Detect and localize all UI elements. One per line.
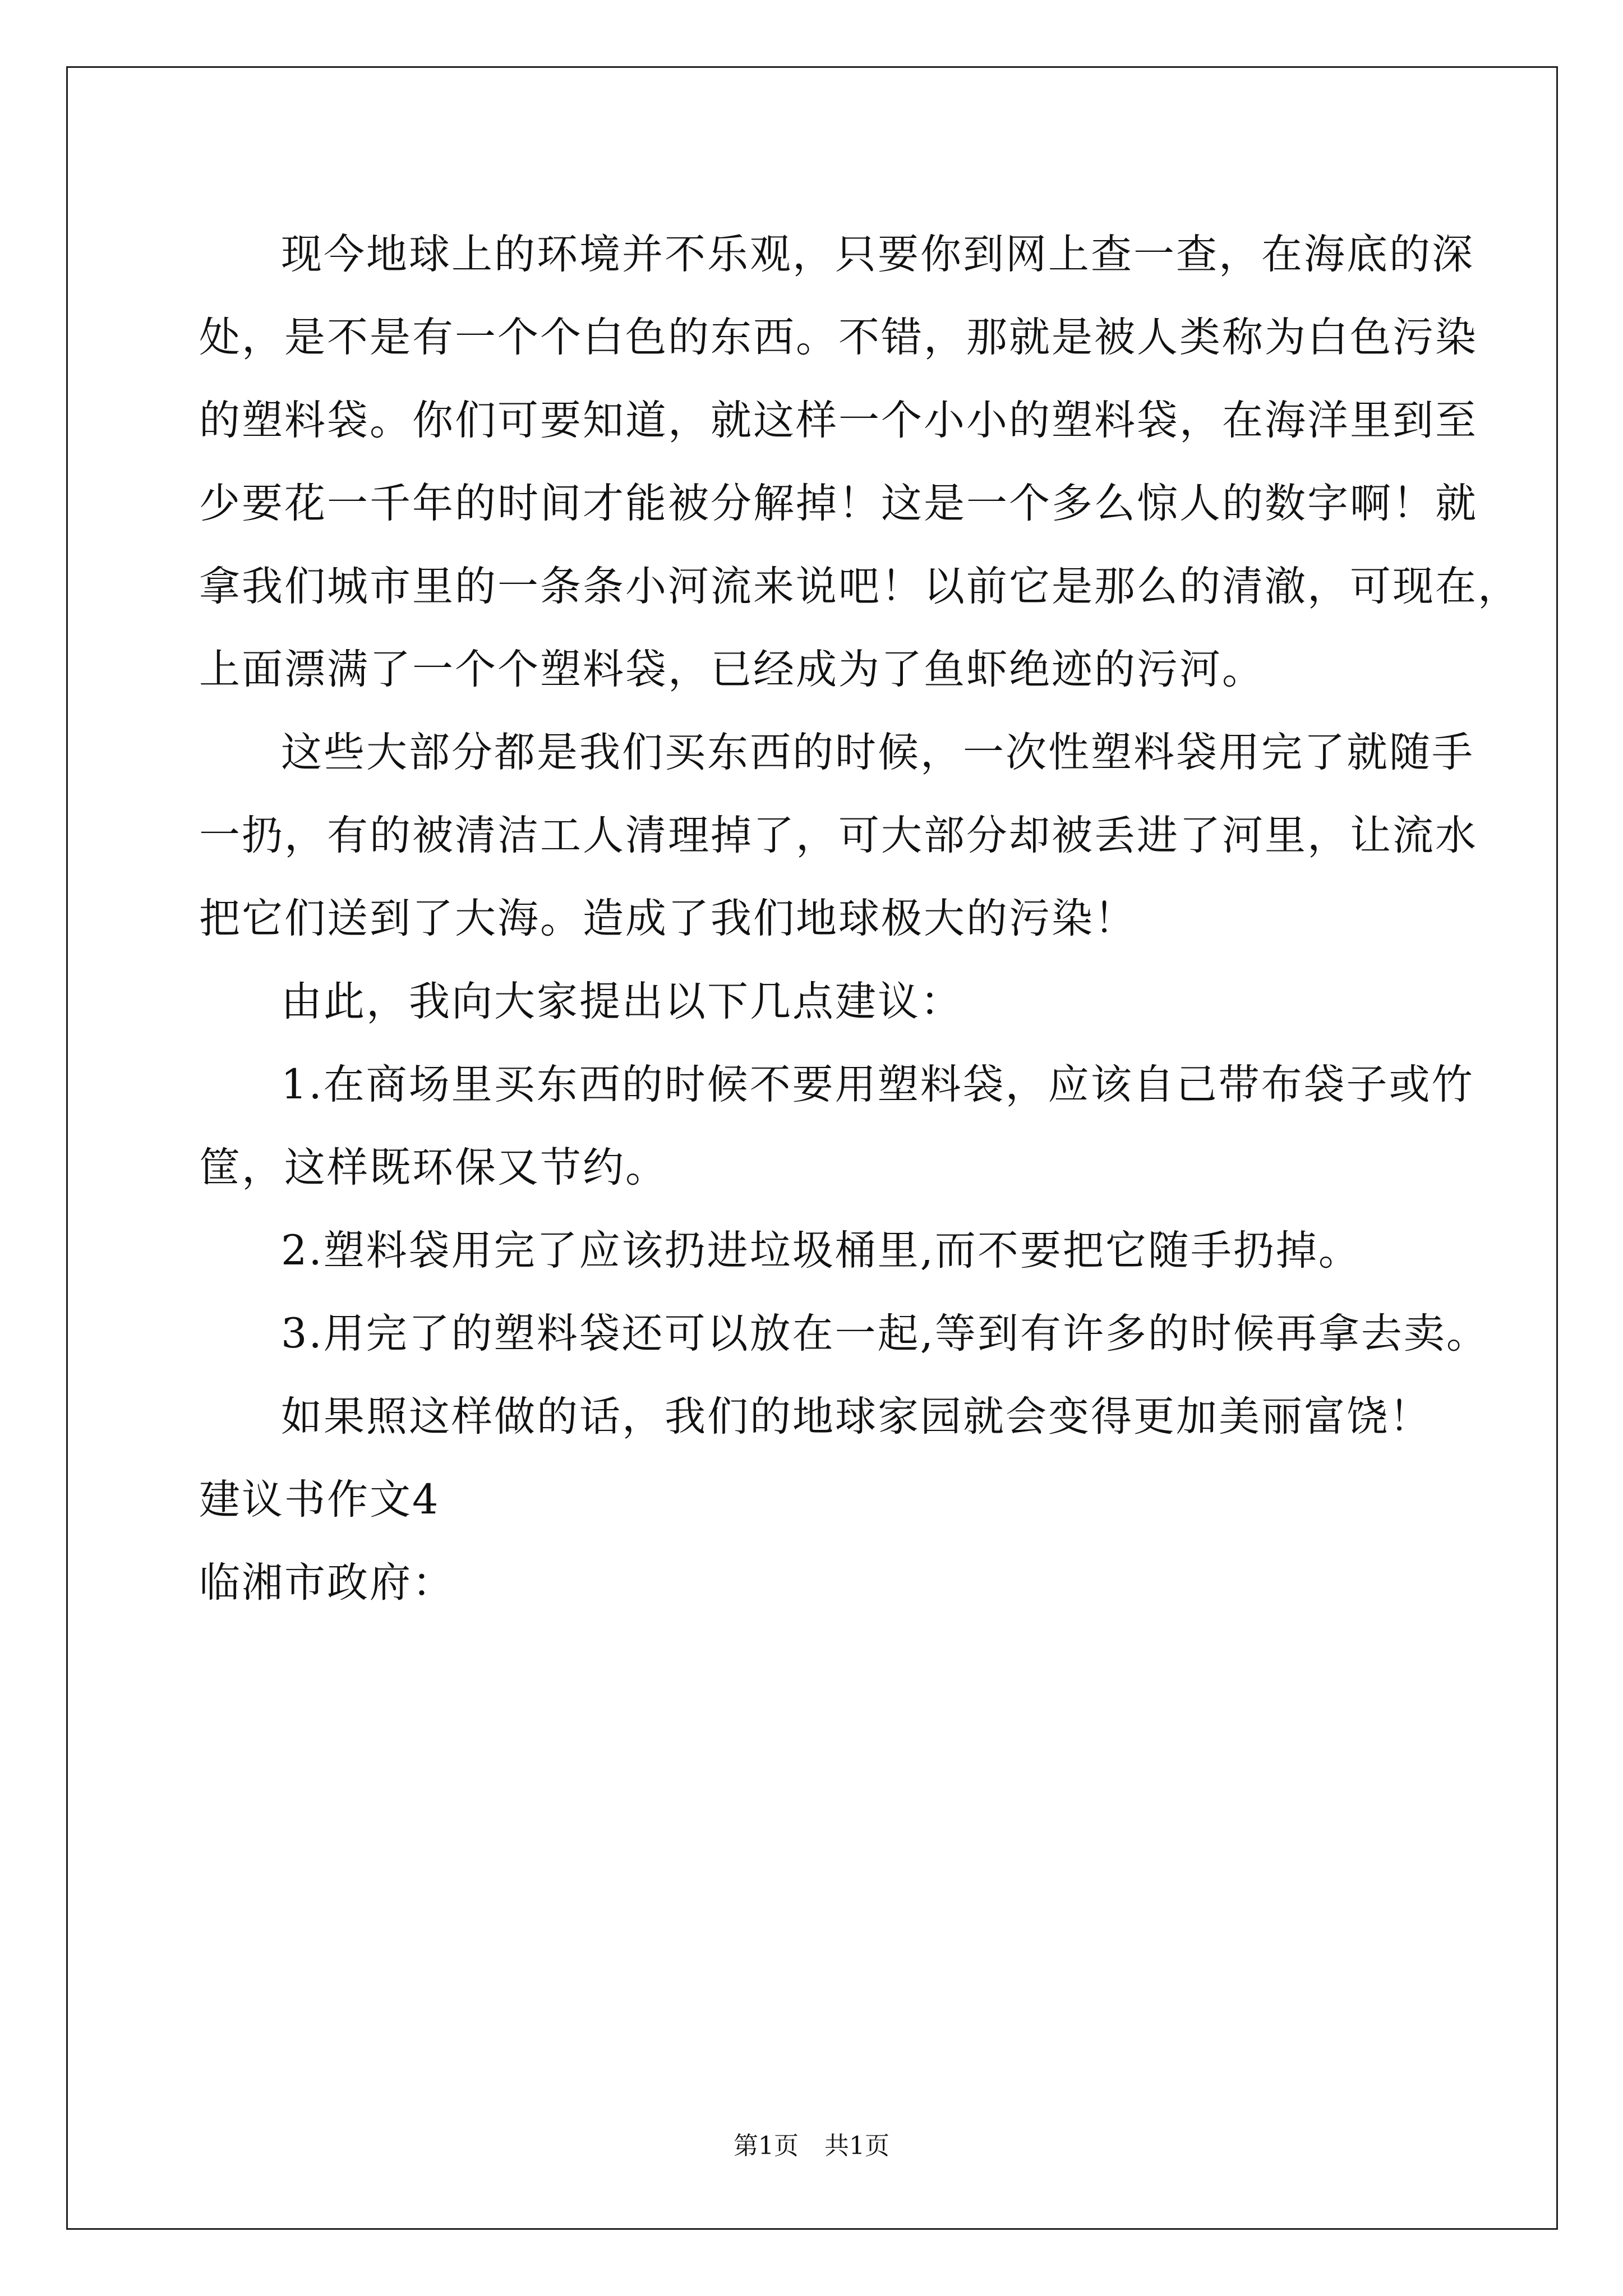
text-line: 3.用完了的塑料袋还可以放在一起,等到有许多的时候再拿去卖。 bbox=[281, 1310, 1489, 1358]
paragraph bbox=[199, 960, 1422, 1043]
text-line: 现今地球上的环境并不乐观，只要你到网上查一查，在海底的深 bbox=[281, 231, 1474, 278]
text-line: 由此，我向大家提出以下几点建议： bbox=[281, 978, 963, 1025]
paragraph bbox=[199, 711, 1478, 960]
paragraph bbox=[199, 213, 1520, 711]
text-line: 筐，这样既环保又节约。 bbox=[199, 1144, 668, 1191]
text-line: 拿我们城市里的一条条小河流来说吧！以前它是那么的清澈，可现在， bbox=[199, 563, 1520, 610]
suggestion-item bbox=[199, 1292, 1489, 1375]
text-line: 2.塑料袋用完了应该扔进垃圾桶里,而不要把它随手扔掉。 bbox=[281, 1227, 1361, 1274]
text-line: 上面漂满了一个个塑料袋，已经成为了鱼虾绝迹的污河。 bbox=[199, 646, 1265, 693]
text-line: 一扔，有的被清洁工人清理掉了，可大部分却被丢进了河里，让流水 bbox=[199, 812, 1478, 859]
text-line: 这些大部分都是我们买东西的时候，一次性塑料袋用完了就随手 bbox=[281, 729, 1474, 776]
text-line: 处，是不是有一个个白色的东西。不错，那就是被人类称为白色污染 bbox=[199, 314, 1478, 361]
salutation bbox=[199, 1542, 1422, 1625]
suggestion-item bbox=[199, 1209, 1422, 1292]
paragraph bbox=[199, 1375, 1432, 1458]
page-footer bbox=[0, 2129, 1623, 2163]
text-line: 1.在商场里买东西的时候不要用塑料袋，应该自己带布袋子或竹 bbox=[281, 1061, 1474, 1108]
salutation-text: 临湘市政府： bbox=[199, 1559, 455, 1607]
suggestion-item bbox=[199, 1043, 1474, 1209]
page-number: 第1页 bbox=[734, 2132, 799, 2160]
page-total: 共1页 bbox=[824, 2132, 889, 2160]
text-line: 如果照这样做的话，我们的地球家园就会变得更加美丽富饶！ bbox=[281, 1393, 1432, 1441]
document-body bbox=[199, 213, 1520, 1625]
text-line: 的塑料袋。你们可要知道，就这样一个小小的塑料袋，在海洋里到至 bbox=[199, 397, 1478, 444]
section-title bbox=[199, 1458, 1422, 1542]
text-line: 少要花一千年的时间才能被分解掉！这是一个多么惊人的数字啊！就 bbox=[199, 480, 1478, 527]
section-title-text: 建议书作文4 bbox=[199, 1476, 440, 1524]
text-line: 把它们送到了大海。造成了我们地球极大的污染！ bbox=[199, 895, 1137, 942]
